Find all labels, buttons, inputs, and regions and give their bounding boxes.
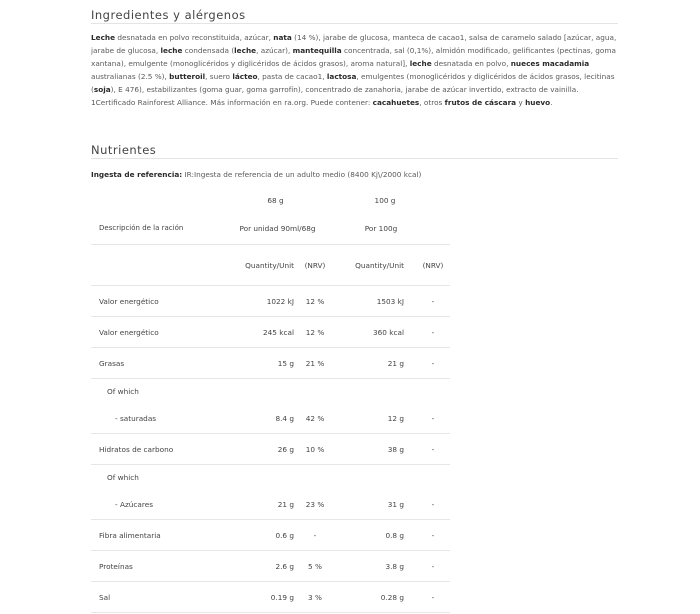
- quantity-per-unit: 0.6 g: [223, 520, 298, 551]
- portion-size-row: [91, 188, 450, 212]
- nutrients-divider: [91, 158, 618, 159]
- nrv-per-unit: 21 %: [298, 348, 332, 379]
- column-header-nrv: (NRV): [298, 245, 332, 286]
- nrv-per-100g: -: [416, 520, 450, 551]
- ingredient-text: (14 %), jarabe de glucosa, manteca de cacao1, salsa de caramelo salado [azúcar, agua, jarabe de glucosa,: [91, 33, 617, 55]
- quantity-per-100g: 31 g: [332, 489, 416, 520]
- nrv-per-unit: 3 %: [298, 582, 332, 613]
- allergen-text: lácteo: [232, 71, 258, 81]
- nrv-per-100g: -: [416, 434, 450, 465]
- ingredients-heading: Ingredientes y alérgenos: [91, 8, 246, 22]
- quantity-per-unit: 2.6 g: [223, 551, 298, 582]
- quantity-per-100g: 360 kcal: [332, 317, 416, 348]
- ingredient-text: ), E 476), estabilizantes (goma guar, goma garrofín), concentrado de zanahoria, jarabe de azúcar invertido, extracto de vainilla. 1Certificado Rainforest Alliance. Más información en ra.org. Puede contener:: [91, 84, 579, 107]
- quantity-per-100g: 12 g: [332, 403, 416, 434]
- ingredient-text: desnatada en polvo reconstituida, azúcar,: [115, 33, 274, 42]
- nutrient-name: Proteínas: [91, 551, 223, 582]
- nutrition-table: [91, 188, 450, 613]
- nutrient-row: [91, 403, 450, 434]
- nutrients-heading: Nutrientes: [91, 143, 157, 157]
- quantity-per-100g: [332, 379, 416, 404]
- column-header-row: [91, 245, 450, 286]
- allergen-text: mantequilla: [292, 45, 342, 55]
- portion-label-row: [91, 212, 450, 245]
- nrv-per-unit: 10 %: [298, 434, 332, 465]
- portion-label-100: Por 100g: [332, 212, 450, 245]
- ingredient-text: , suero: [205, 71, 233, 81]
- nrv-per-unit: 23 %: [298, 489, 332, 520]
- ingredient-text: , emulgentes (monoglicéridos y diglicéridos de ácidos grasos, lecitinas (: [91, 71, 615, 94]
- allergen-text: butteroil: [169, 71, 206, 81]
- quantity-per-100g: 0.8 g: [332, 520, 416, 551]
- quantity-per-100g: 21 g: [332, 348, 416, 379]
- nrv-per-unit: 12 %: [298, 317, 332, 348]
- row-header-label: Descripción de la ración: [91, 212, 223, 245]
- ingredient-text: y: [516, 97, 526, 107]
- nutrient-name: Sal: [91, 582, 223, 613]
- nrv-per-100g: [416, 465, 450, 490]
- ingredients-text: [91, 32, 621, 109]
- allergen-text: Leche: [91, 33, 116, 42]
- nrv-per-100g: -: [416, 286, 450, 317]
- nutrient-name: Of which: [107, 386, 139, 396]
- nrv-per-100g: -: [416, 403, 450, 434]
- quantity-per-100g: 3.8 g: [332, 551, 416, 582]
- ingredient-text: concentrada, sal (0,1%), almidón modificado, gelificantes (pectinas, goma xantana), emulgente (monoglicéridos y diglicéridos de ácidos grasos), aroma natural],: [91, 45, 616, 68]
- quantity-per-unit: 15 g: [223, 348, 298, 379]
- nrv-per-100g: -: [416, 582, 450, 613]
- nrv-per-100g: [416, 379, 450, 404]
- quantity-per-unit: 26 g: [223, 434, 298, 465]
- reference-label: Ingesta de referencia:: [91, 170, 183, 179]
- nrv-per-unit: [298, 379, 332, 404]
- allergen-text: leche: [409, 58, 432, 68]
- nutrient-name: Fibra alimentaria: [91, 520, 223, 551]
- nrv-per-unit: -: [298, 520, 332, 551]
- nutrient-name: - saturadas: [91, 403, 223, 434]
- nutrient-name: Valor energético: [91, 286, 223, 317]
- ingredient-text: .: [550, 97, 553, 107]
- ingredient-text: australianas (2.5 %),: [91, 71, 170, 81]
- nrv-per-100g: -: [416, 551, 450, 582]
- quantity-per-unit: [223, 379, 298, 404]
- nrv-per-unit: 5 %: [298, 551, 332, 582]
- nutrient-row: [91, 286, 450, 317]
- nutrient-row: [91, 348, 450, 379]
- column-header-quantity: Quantity/Unit: [223, 245, 298, 286]
- column-header-nrv: (NRV): [416, 245, 450, 286]
- ingredient-text: , otros: [419, 97, 445, 107]
- allergen-text: frutos de cáscara: [444, 97, 517, 107]
- nutrient-row: [91, 582, 450, 613]
- nrv-per-100g: -: [416, 348, 450, 379]
- quantity-per-unit: [223, 465, 298, 490]
- nrv-per-unit: 42 %: [298, 403, 332, 434]
- quantity-per-100g: 0.28 g: [332, 582, 416, 613]
- nutrient-row: [91, 434, 450, 465]
- nutrient-row: [91, 520, 450, 551]
- nutrient-name: - Azúcares: [91, 489, 223, 520]
- quantity-per-unit: 0.19 g: [223, 582, 298, 613]
- nrv-per-unit: [298, 465, 332, 490]
- reference-intake: [91, 170, 421, 179]
- quantity-per-unit: 21 g: [223, 489, 298, 520]
- nutrient-row: [91, 465, 450, 490]
- allergen-text: lactosa: [326, 71, 357, 81]
- nutrient-row: [91, 317, 450, 348]
- allergen-text: cacahuetes: [372, 97, 420, 107]
- allergen-text: nueces macadamia: [510, 58, 590, 68]
- ingredient-text: , pasta de cacao1,: [257, 71, 327, 81]
- reference-value: IR:Ingesta de referencia de un adulto medio (8400 Kj\/2000 kcal): [182, 170, 422, 179]
- quantity-per-unit: 1022 kJ: [223, 286, 298, 317]
- quantity-per-unit: 245 kcal: [223, 317, 298, 348]
- ingredient-text: , azúcar),: [256, 45, 293, 55]
- quantity-per-100g: 1503 kJ: [332, 286, 416, 317]
- nutrient-name: Grasas: [91, 348, 223, 379]
- allergen-text: leche: [234, 45, 257, 55]
- allergen-text: huevo: [525, 97, 551, 107]
- ingredient-text: condensada (: [182, 45, 235, 55]
- ingredients-divider: [91, 23, 618, 24]
- allergen-text: leche: [160, 45, 183, 55]
- portion-size-100: 100 g: [374, 195, 396, 205]
- nrv-per-100g: -: [416, 317, 450, 348]
- quantity-per-100g: [332, 465, 416, 490]
- portion-size-unit: 68 g: [267, 195, 284, 205]
- nrv-per-unit: 12 %: [298, 286, 332, 317]
- nutrient-name: Hidratos de carbono: [91, 434, 223, 465]
- portion-label-unit: Por unidad 90ml/68g: [223, 212, 332, 245]
- nutrient-row: [91, 489, 450, 520]
- nrv-per-100g: -: [416, 489, 450, 520]
- nutrient-row: [91, 551, 450, 582]
- quantity-per-100g: 38 g: [332, 434, 416, 465]
- ingredient-text: desnatada en polvo,: [431, 58, 511, 68]
- allergen-text: nata: [273, 33, 292, 42]
- quantity-per-unit: 8.4 g: [223, 403, 298, 434]
- column-header-quantity: Quantity/Unit: [332, 245, 416, 286]
- allergen-text: soja: [93, 84, 111, 94]
- nutrient-row: [91, 379, 450, 404]
- nutrient-name: Of which: [107, 472, 139, 482]
- nutrient-name: Valor energético: [91, 317, 223, 348]
